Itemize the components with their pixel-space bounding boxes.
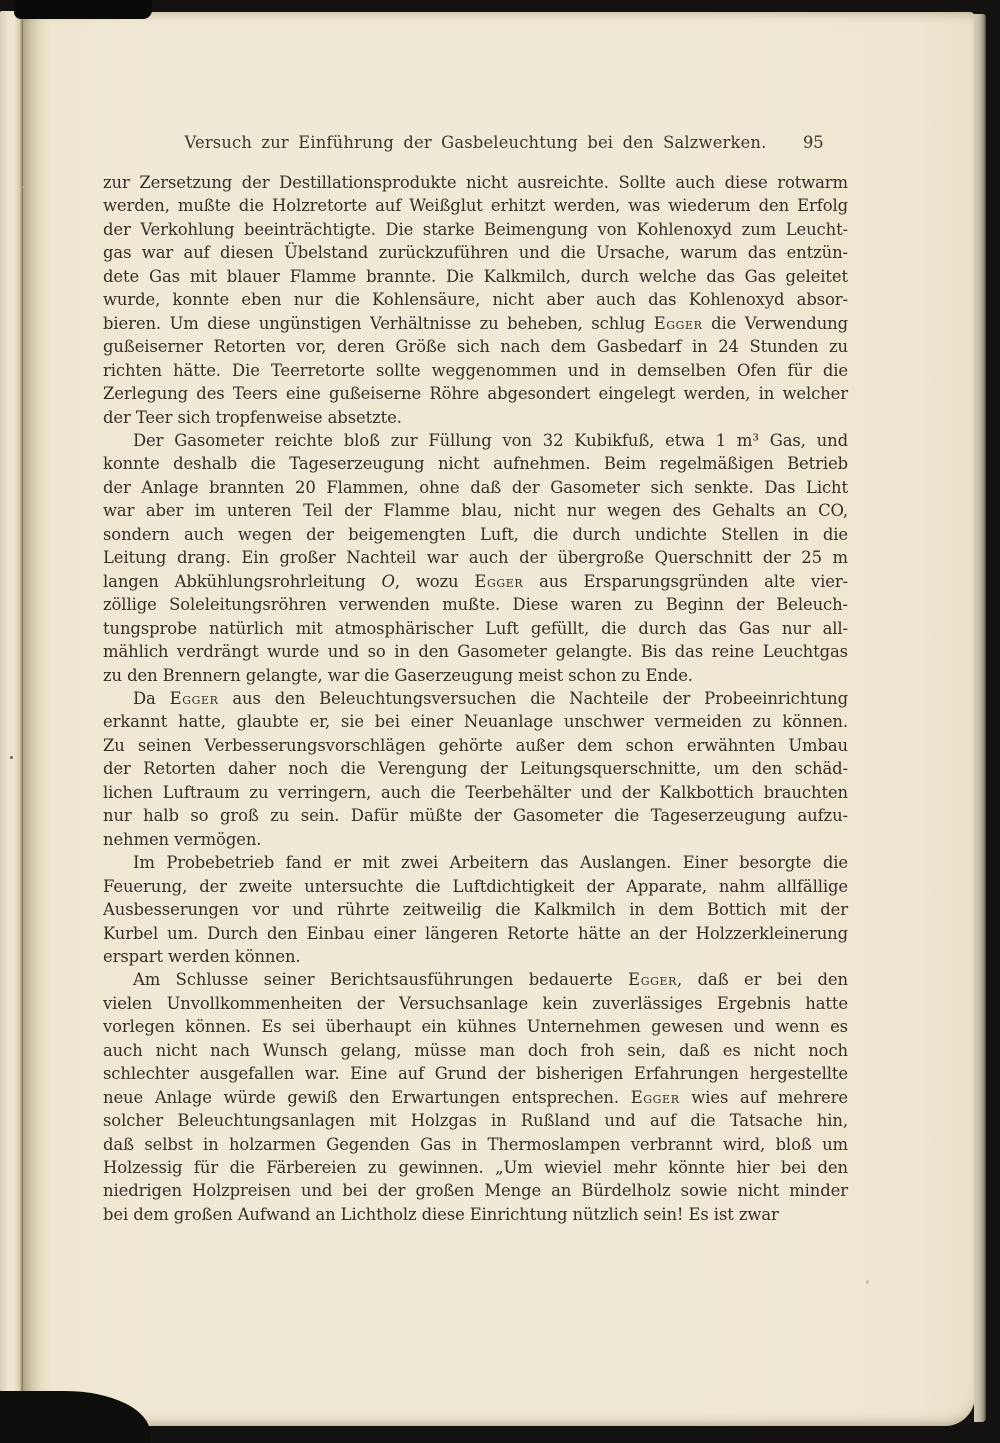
- text-line: Zerlegung des Teers eine gußeiserne Röhre abgesondert eingelegt werden, in welcher: [103, 384, 848, 404]
- text-line: zur Zersetzung der Destillationsprodukte nicht ausreichte. Sollte auch diese rotwarm: [103, 173, 848, 192]
- text-line: vielen Unvollkommenheiten der Versuchsanlage kein zuverlässiges Ergebnis hatte: [103, 993, 848, 1013]
- person-name-egger: Egger: [628, 970, 678, 990]
- book-page-edge-left: [0, 11, 23, 1403]
- person-name-egger: Egger: [474, 571, 524, 591]
- text-line: zöllige Soleleitungsröhren verwenden mußte. Diese waren zu Beginn der Beleuch-: [103, 595, 848, 615]
- text-line: der Teer sich tropfenweise absetzte.: [103, 407, 402, 427]
- text-line: Im Probebetrieb fand er mit zwei Arbeitern das Auslangen. Einer besorgte die: [133, 853, 848, 873]
- scan-speck: [22, 186, 24, 188]
- person-name-egger: Egger: [653, 313, 703, 333]
- text-line: der Anlage brannten 20 Flammen, ohne daß der Gasometer sich senkte. Das Licht: [103, 477, 848, 497]
- text-line: schlechter ausgefallen war. Eine auf Grund der bisherigen Erfahrungen hergestellte: [103, 1064, 848, 1084]
- text-line: tungsprobe natürlich mit atmosphärischer Luft gefüllt, die durch das Gas nur all-: [103, 618, 848, 638]
- paragraph: [103, 429, 848, 687]
- scan-background-blob: [14, 0, 152, 19]
- printed-content: [103, 131, 848, 1226]
- text-line: nur halb so groß zu sein. Dafür müßte der Gasometer die Tageserzeugung aufzu-: [103, 806, 848, 826]
- text-line: neue Anlage würde gewiß den Erwartungen entsprechen. Egger wies auf mehrere: [103, 1087, 848, 1107]
- text-line: Holzessig für die Färbereien zu gewinnen. „Um wieviel mehr könnte hier bei den: [103, 1158, 848, 1178]
- text-line: bei dem großen Aufwand an Lichtholz diese Einrichtung nützlich sein! Es ist zwar: [103, 1204, 779, 1224]
- text-line: Kurbel um. Durch den Einbau einer längeren Retorte hätte an der Holzzerkleinerung: [103, 923, 848, 943]
- text-line: konnte deshalb die Tageserzeugung nicht aufnehmen. Beim regelmäßigen Betrieb: [103, 454, 848, 474]
- paragraph: [103, 968, 848, 1226]
- scan-speck: [10, 756, 13, 759]
- text-line: zu den Brennern gelangte, war die Gaserzeugung meist schon zu Ende.: [103, 665, 693, 685]
- text-line: niedrigen Holzpreisen und bei der großen Menge an Bürdelholz sowie nicht minder: [103, 1181, 848, 1201]
- text-line: der Verkohlung beeinträchtigte. Die starke Beimengung von Kohlenoxyd zum Leucht-: [103, 219, 848, 239]
- text-line: Feuerung, der zweite untersuchte die Luftdichtigkeit der Apparate, nahm allfällige: [103, 876, 848, 896]
- text-line: Da Egger aus den Beleuchtungsversuchen die Nachteile der Probeeinrichtung: [133, 688, 848, 708]
- paragraph: [103, 687, 848, 851]
- text-line: werden, mußte die Holzretorte auf Weißglut erhitzt werden, was wiederum den Erfolg: [103, 196, 848, 216]
- scan-speck: [866, 1280, 869, 1284]
- text-line: erkannt hatte, glaubte er, sie bei einer Neuanlage unschwer vermeiden zu können.: [103, 712, 848, 732]
- person-name-egger: Egger: [630, 1087, 680, 1107]
- book-page: [23, 12, 975, 1426]
- page-stack-edge-right: [974, 14, 986, 1422]
- text-line: daß selbst in holzarmen Gegenden Gas in Thermoslampen verbrannt wird, bloß um: [103, 1134, 848, 1154]
- text-line: richten hätte. Die Teerretorte sollte weggenommen und in demselben Ofen für die: [103, 360, 848, 380]
- text-line: Zu seinen Verbesserungsvorschlägen gehörte außer dem schon erwähnten Umbau: [103, 735, 848, 755]
- paragraph: [103, 171, 848, 429]
- text-line: langen Abkühlungsrohrleitung O, wozu Egger aus Ersparungsgründen alte vier-: [103, 571, 848, 591]
- text-line: vorlegen können. Es sei überhaupt ein kühnes Unternehmen gewesen und wenn es: [103, 1017, 848, 1037]
- text-line: auch nicht nach Wunsch gelang, müsse man doch froh sein, daß es nicht noch: [103, 1040, 848, 1060]
- text-line: erspart werden können.: [103, 946, 301, 966]
- text-line: nehmen vermögen.: [103, 829, 262, 849]
- text-line: war aber im unteren Teil der Flamme blau, nicht nur wegen des Gehalts an CO,: [103, 501, 848, 521]
- text-line: Ausbesserungen vor und rührte zeitweilig die Kalkmilch in dem Bottich mit der: [103, 900, 848, 920]
- text-line: dete Gas mit blauer Flamme brannte. Die Kalkmilch, durch welche das Gas geleitet: [103, 266, 848, 286]
- italic-variable-o: O: [381, 571, 395, 591]
- text-line: gas war auf diesen Übelstand zurückzuführen und die Ursache, warum das entzün-: [103, 243, 848, 263]
- page-header: [103, 131, 848, 153]
- running-title: Versuch zur Einführung der Gasbeleuchtung bei den Salzwerken.: [184, 133, 767, 152]
- paragraph: [103, 851, 848, 968]
- text-line: wurde, konnte eben nur die Kohlensäure, nicht aber auch das Kohlenoxyd absor-: [103, 290, 848, 310]
- person-name-egger: Egger: [169, 688, 219, 708]
- text-line: Am Schlusse seiner Berichtsausführungen bedauerte Egger, daß er bei den: [133, 970, 848, 990]
- text-line: bieren. Um diese ungünstigen Verhältnisse zu beheben, schlug Egger die Verwendung: [103, 313, 848, 333]
- page-number: 95: [803, 133, 824, 152]
- text-block: [103, 171, 848, 1226]
- text-line: gußeiserner Retorten vor, deren Größe sich nach dem Gasbedarf in 24 Stunden zu: [103, 337, 848, 357]
- text-line: sondern auch wegen der beigemengten Luft, die durch undichte Stellen in die: [103, 524, 848, 544]
- text-line: lichen Luftraum zu verringern, auch die Teerbehälter und der Kalkbottich brauchten: [103, 782, 848, 802]
- text-line: mählich verdrängt wurde und so in den Gasometer gelangte. Bis das reine Leuchtgas: [103, 642, 848, 662]
- text-line: Der Gasometer reichte bloß zur Füllung von 32 Kubikfuß, etwa 1 m³ Gas, und: [133, 430, 848, 450]
- text-line: Leitung drang. Ein großer Nachteil war auch der übergroße Querschnitt der 25 m: [103, 548, 848, 568]
- text-line: der Retorten daher noch die Verengung der Leitungsquerschnitte, um den schäd-: [103, 759, 848, 779]
- text-line: solcher Beleuchtungsanlagen mit Holzgas in Rußland und auf die Tatsache hin,: [103, 1111, 848, 1131]
